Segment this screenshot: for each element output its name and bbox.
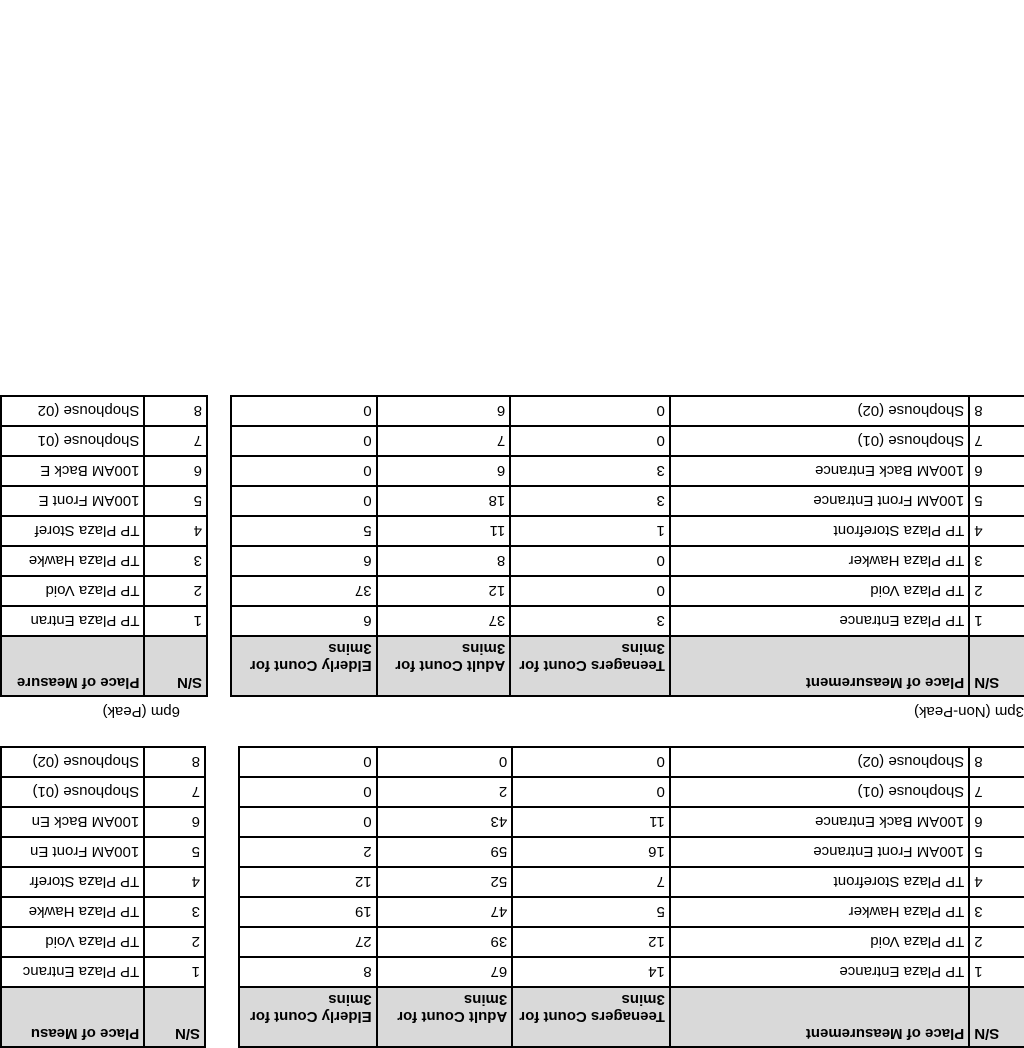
cell-teen: 16 [512,837,670,867]
cell-sn: 7 [969,777,1024,807]
table-row [1,396,207,426]
cell-sn: 1 [969,957,1024,987]
table-header-row [1,636,207,696]
cell-sn: 4 [144,516,207,546]
table-row [231,606,1024,636]
cell-place: TP Plaza Hawker [670,546,969,576]
table-row [1,747,205,777]
table-row [1,957,205,987]
cell-elderly: 6 [231,606,377,636]
cell-sn: 1 [144,606,207,636]
cell-elderly: 0 [231,456,377,486]
table-row [1,927,205,957]
header-sn: S/N [969,636,1024,696]
cell-adult: 11 [377,516,511,546]
cell-teen: 0 [510,546,670,576]
cell-place: TP Plaza Storefront [670,867,969,897]
table-row [239,867,1024,897]
cell-teen: 0 [510,576,670,606]
cell-adult: 52 [377,867,513,897]
table-row [239,897,1024,927]
header-elderly-count: Elderly Count for 3mins [231,636,377,696]
table-row [1,897,205,927]
cell-elderly: 0 [231,486,377,516]
cell-teen: 14 [512,957,670,987]
table-row [239,777,1024,807]
cell-teen: 5 [512,897,670,927]
cell-sn: 5 [969,486,1024,516]
cell-sn: 2 [144,576,207,606]
cell-adult: 47 [377,897,513,927]
table-peak-partial [0,395,208,697]
cell-teen: 0 [512,777,670,807]
cell-adult: 37 [377,606,511,636]
cell-sn: 8 [144,747,205,777]
cell-teen: 3 [510,606,670,636]
cell-sn: 8 [969,396,1024,426]
table-second [238,746,1024,1048]
table-row [1,516,207,546]
cell-elderly: 0 [239,807,377,837]
cell-place: Shophouse (02) [670,396,969,426]
cell-adult: 59 [377,837,513,867]
cell-teen: 3 [510,456,670,486]
cell-sn: 2 [969,576,1024,606]
cell-elderly: 2 [239,837,377,867]
table-header-row [239,987,1024,1047]
cell-sn: 2 [144,927,205,957]
caption-peak: 6pm (Peak) [102,703,180,720]
table-row [239,957,1024,987]
table-row [239,747,1024,777]
cell-elderly: 8 [239,957,377,987]
cell-adult: 6 [377,396,511,426]
cell-elderly: 5 [231,516,377,546]
cell-teen: 1 [510,516,670,546]
cell-teen: 0 [512,747,670,777]
table-header-row [1,987,205,1047]
table-row [1,867,205,897]
cell-adult: 18 [377,486,511,516]
cell-sn: 2 [969,927,1024,957]
table-row [1,606,207,636]
cell-place: TP Plaza Entrance [670,957,969,987]
table-row [231,456,1024,486]
header-teenagers-count: Teenagers Count for 3mins [510,636,670,696]
cell-adult: 67 [377,957,513,987]
cell-teen: 0 [510,396,670,426]
cell-elderly: 27 [239,927,377,957]
cell-sn: 5 [144,486,207,516]
cell-sn: 1 [144,957,205,987]
cell-place: 100AM Back E [1,456,144,486]
cell-place: 100AM Front En [1,837,144,867]
header-place: Place of Measure [1,636,144,696]
table-row [239,837,1024,867]
cell-place: Shophouse (01) [670,777,969,807]
table-row [231,516,1024,546]
cell-place: 100AM Front Entrance [670,486,969,516]
table-header-row [231,636,1024,696]
header-place: Place of Measu [1,987,144,1047]
cell-sn: 6 [969,456,1024,486]
header-place: Place of Measurement [670,987,969,1047]
cell-place: Shophouse (02 [1,396,144,426]
cell-adult: 8 [377,546,511,576]
cell-adult: 43 [377,807,513,837]
cell-place: Shophouse (02) [1,747,144,777]
table-non-peak [230,395,1024,697]
cell-place: TP Plaza Hawke [1,897,144,927]
cell-adult: 39 [377,927,513,957]
cell-elderly: 0 [231,426,377,456]
table-row [239,927,1024,957]
table-row [231,426,1024,456]
cell-sn: 4 [144,867,205,897]
cell-place: Shophouse (01) [1,777,144,807]
table-row [231,486,1024,516]
cell-place: TP Plaza Entranc [1,957,144,987]
cell-elderly: 37 [231,576,377,606]
cell-place: TP Plaza Storef [1,516,144,546]
cell-place: 100AM Back Entrance [670,807,969,837]
cell-place: Shophouse (02) [670,747,969,777]
cell-place: TP Plaza Entrance [670,606,969,636]
table-row [1,486,207,516]
cell-place: TP Plaza Void [670,927,969,957]
cell-adult: 7 [377,426,511,456]
cell-place: TP Plaza Hawker [670,897,969,927]
cell-teen: 12 [512,927,670,957]
table-row [231,396,1024,426]
cell-place: TP Plaza Hawke [1,546,144,576]
cell-sn: 3 [144,546,207,576]
cell-teen: 3 [510,486,670,516]
cell-sn: 4 [969,516,1024,546]
cell-sn: 6 [969,807,1024,837]
cell-sn: 8 [144,396,207,426]
table-row [1,426,207,456]
cell-elderly: 0 [239,777,377,807]
cell-elderly: 0 [231,396,377,426]
cell-place: TP Plaza Void [1,576,144,606]
cell-place: TP Plaza Entran [1,606,144,636]
cell-sn: 8 [969,747,1024,777]
cell-sn: 4 [969,867,1024,897]
table-row [1,546,207,576]
cell-sn: 7 [144,426,207,456]
cell-sn: 3 [144,897,205,927]
table-row [239,807,1024,837]
cell-sn: 1 [969,606,1024,636]
cell-place: Shophouse (01 [1,426,144,456]
header-adult-count: Adult Count for 3mins [377,636,511,696]
cell-elderly: 12 [239,867,377,897]
cell-place: 100AM Back Entrance [670,456,969,486]
table-row [231,546,1024,576]
cell-sn: 7 [144,777,205,807]
cell-place: 100AM Back En [1,807,144,837]
cell-sn: 3 [969,897,1024,927]
table-row [1,837,205,867]
cell-teen: 0 [510,426,670,456]
cell-place: Shophouse (01) [670,426,969,456]
cell-elderly: 19 [239,897,377,927]
caption-non-peak: 3pm (Non-Peak) [913,703,1024,720]
table-row [1,807,205,837]
header-teenagers-count: Teenagers Count for 3mins [512,987,670,1047]
header-sn: S/N [144,636,207,696]
cell-sn: 5 [969,837,1024,867]
cell-sn: 7 [969,426,1024,456]
cell-sn: 6 [144,807,205,837]
header-sn: S/N [969,987,1024,1047]
cell-place: TP Plaza Storefront [670,516,969,546]
cell-place: TP Plaza Void [670,576,969,606]
table-second-partial [0,746,206,1048]
cell-sn: 5 [144,837,205,867]
header-elderly-count: Elderly Count for 3mins [239,987,377,1047]
table-row [1,777,205,807]
cell-elderly: 6 [231,546,377,576]
header-adult-count: Adult Count for 3mins [377,987,513,1047]
cell-sn: 6 [144,456,207,486]
cell-adult: 6 [377,456,511,486]
table-row [231,576,1024,606]
cell-place: TP Plaza Void [1,927,144,957]
header-place: Place of Measurement [670,636,969,696]
cell-adult: 12 [377,576,511,606]
cell-place: 100AM Front E [1,486,144,516]
cell-teen: 7 [512,867,670,897]
cell-teen: 11 [512,807,670,837]
header-sn: S/N [144,987,205,1047]
cell-adult: 0 [377,747,513,777]
cell-place: TP Plaza Storefr [1,867,144,897]
cell-adult: 2 [377,777,513,807]
table-row [1,456,207,486]
cell-place: 100AM Front Entrance [670,837,969,867]
cell-sn: 3 [969,546,1024,576]
cell-elderly: 0 [239,747,377,777]
table-row [1,576,207,606]
